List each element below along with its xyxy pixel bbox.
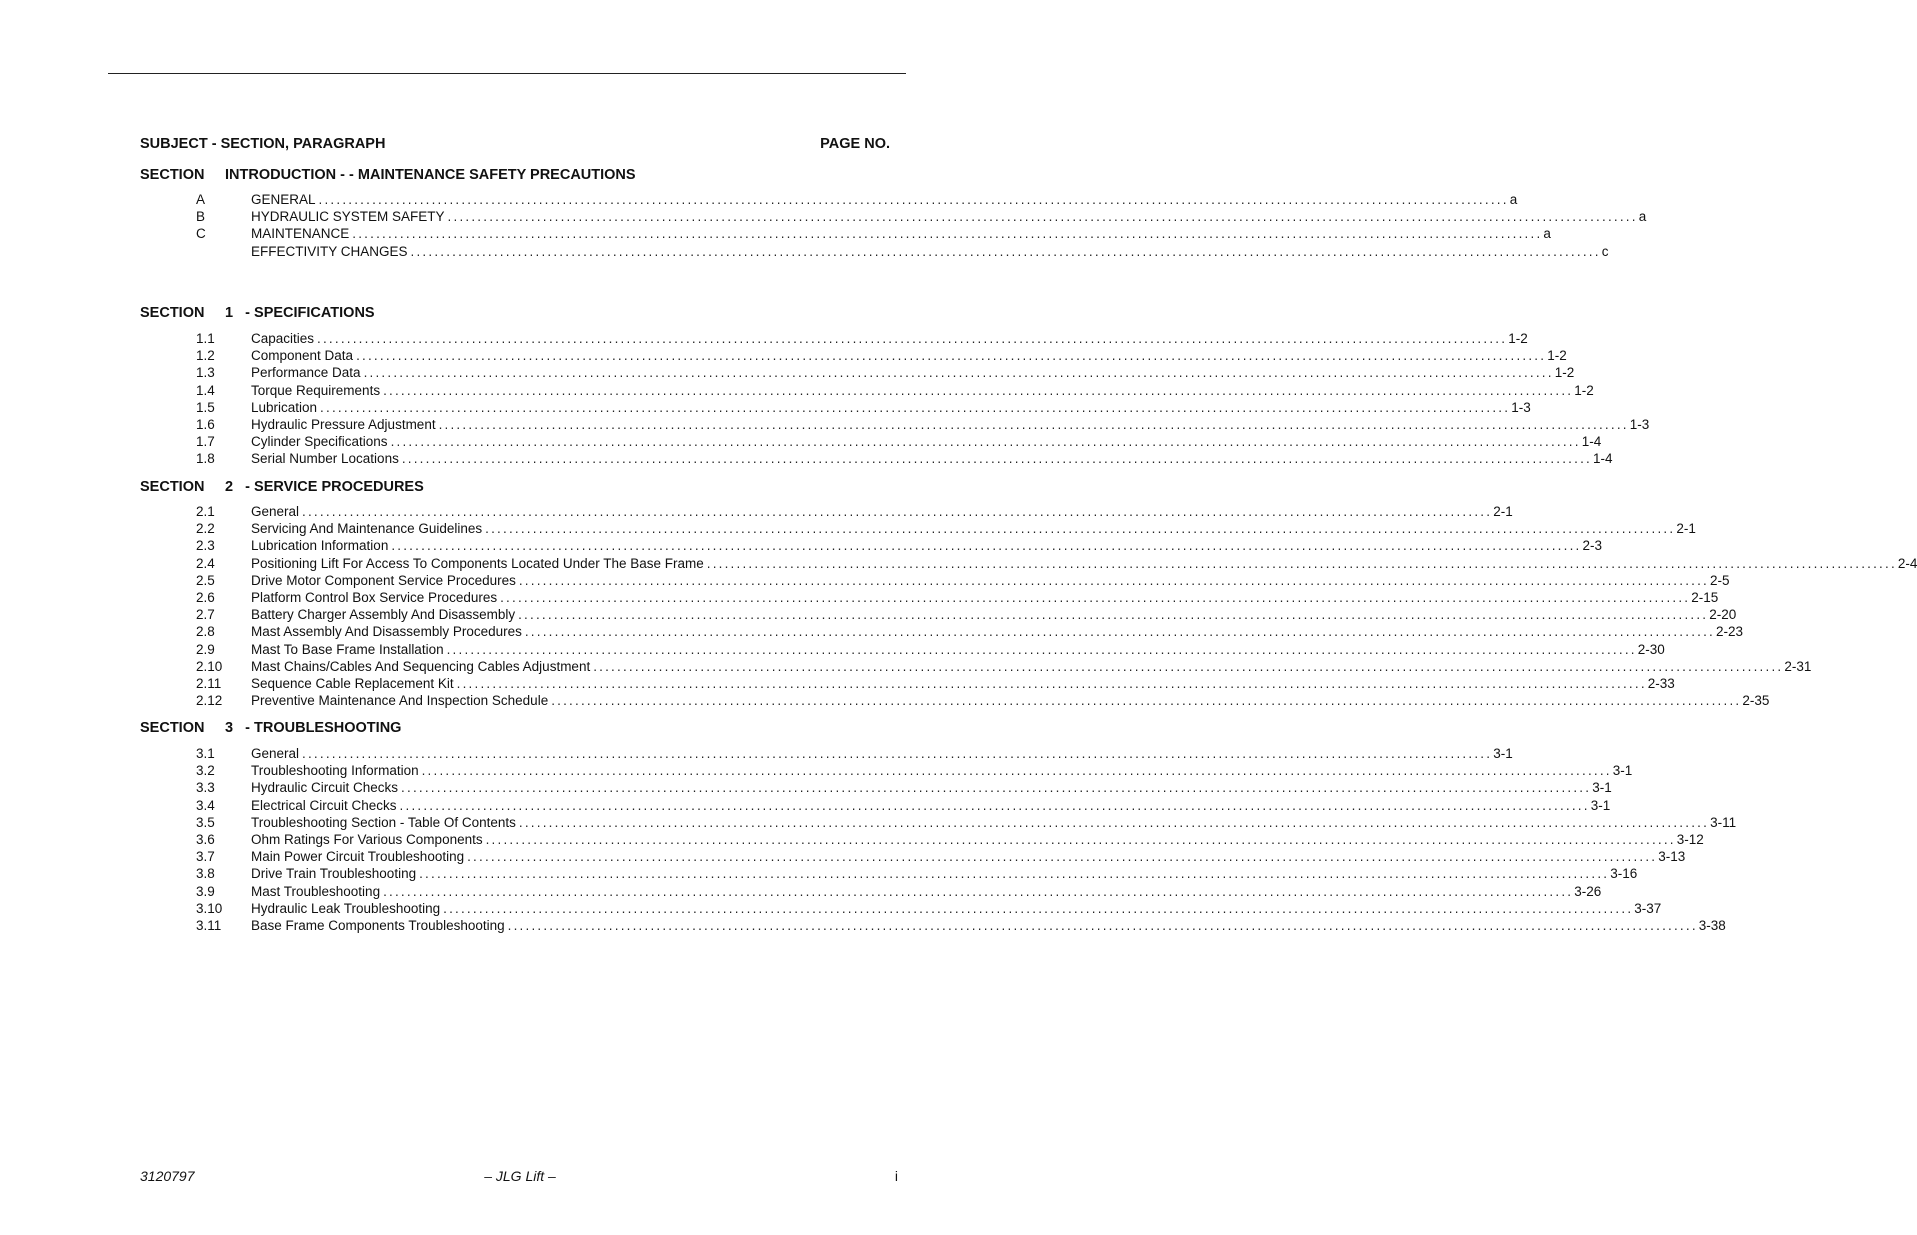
top-rule [108, 73, 906, 74]
section-word: SECTION [140, 305, 205, 321]
dot-leader: ........................................................................................................................................................................................................ [593, 658, 1784, 674]
toc-entry[interactable]: 1.8 Serial Number Locations ........................................................................................................................................................................................................ 1-4 [196, 451, 1613, 467]
dot-leader: ........................................................................................................................................................................................................ [485, 831, 1676, 847]
toc-entry[interactable]: 2.5 Drive Motor Component Service Procedures ........................................................................................................................................................................................................ 2-5 [196, 572, 1730, 588]
footer-center: – JLG Lift – [484, 1168, 556, 1184]
section-number: 3 [225, 720, 234, 736]
dot-leader: ........................................................................................................................................................................................................ [456, 675, 1647, 691]
dot-leader: ........................................................................................................................................................................................................ [391, 538, 1582, 554]
dot-leader: ........................................................................................................................................................................................................ [507, 917, 1698, 933]
section-number: 1 [225, 305, 234, 321]
section-title [140, 478, 880, 496]
dot-leader: ........................................................................................................................................................................................................ [318, 192, 1509, 207]
section-name: INTRODUCTION - - MAINTENANCE SAFETY PRECAUTIONS [225, 167, 636, 183]
page-footer [140, 1168, 900, 1186]
dot-leader: ........................................................................................................................................................................................................ [302, 504, 1493, 519]
page-number: i [894, 1168, 898, 1184]
toc-entry[interactable]: 1.4 Torque Requirements ........................................................................................................................................................................................................ 1-2 [196, 382, 1594, 398]
dot-leader: ........................................................................................................................................................................................................ [401, 451, 1592, 467]
dot-leader: ........................................................................................................................................................................................................ [447, 209, 1638, 225]
dot-leader: ........................................................................................................................................................................................................ [524, 624, 1716, 640]
toc-entry[interactable]: 2.3 Lubrication Information ........................................................................................................................................................................................................ 2-3 [196, 538, 1602, 554]
dot-leader: ........................................................................................................................................................................................................ [446, 641, 1637, 657]
toc-entry[interactable]: 3.7 Main Power Circuit Troubleshooting ........................................................................................................................................................................................................ 3-13 [196, 849, 1686, 865]
section-name: - SPECIFICATIONS [245, 305, 375, 321]
toc-entry[interactable]: 1.2 Component Data ........................................................................................................................................................................................................ 1-2 [196, 348, 1567, 364]
toc-section-1 [140, 304, 1650, 467]
toc-entry[interactable]: 2.6 Platform Control Box Service Procedures ........................................................................................................................................................................................................ 2-15 [196, 589, 1719, 605]
dot-leader: ........................................................................................................................................................................................................ [443, 900, 1634, 916]
section-title [140, 166, 880, 184]
dot-leader: ........................................................................................................................................................................................................ [399, 797, 1590, 813]
page-no-heading: PAGE NO. [820, 136, 890, 152]
dot-leader: ........................................................................................................................................................................................................ [320, 399, 1511, 415]
toc-entry[interactable]: 3.5 Troubleshooting Section - Table Of Contents ........................................................................................................................................................................................................ 3-11 [196, 814, 1737, 830]
toc-entries [196, 503, 1917, 709]
toc-entry[interactable]: 1.1 Capacities ........................................................................................................................................................................................................ 1-2 [196, 331, 1528, 346]
subject-heading: SUBJECT - SECTION, PARAGRAPH [140, 136, 386, 152]
toc-entry[interactable]: 3.11 Base Frame Components Troubleshooting ........................................................................................................................................................................................................ 3-38 [196, 917, 1726, 933]
doc-number: 3120797 [140, 1168, 195, 1184]
toc-entry[interactable]: 3.8 Drive Train Troubleshooting ........................................................................................................................................................................................................ 3-16 [196, 866, 1638, 882]
dot-leader: ........................................................................................................................................................................................................ [401, 780, 1592, 796]
section-word: SECTION [140, 479, 205, 495]
toc-entry[interactable]: B HYDRAULIC SYSTEM SAFETY ........................................................................................................................................................................................................ a [196, 209, 1647, 225]
dot-leader: ........................................................................................................................................................................................................ [390, 434, 1581, 450]
toc-entry[interactable]: 2.10 Mast Chains/Cables And Sequencing Cables Adjustment ........................................................................................................................................................................................................ 2-31 [196, 658, 1812, 674]
toc-entry[interactable]: 2.9 Mast To Base Frame Installation ........................................................................................................................................................................................................ 2-30 [196, 641, 1665, 657]
toc-entry[interactable]: 2.11 Sequence Cable Replacement Kit ........................................................................................................................................................................................................ 2-33 [196, 675, 1675, 691]
toc-entry[interactable]: 2.1 General ........................................................................................................................................................................................................ 2-1 [196, 504, 1513, 519]
toc-entry[interactable]: 3.10 Hydraulic Leak Troubleshooting ........................................................................................................................................................................................................ 3-37 [196, 900, 1662, 916]
toc-entries [196, 330, 1650, 468]
dot-leader: ........................................................................................................................................................................................................ [518, 572, 1710, 588]
toc-entry[interactable]: C MAINTENANCE ........................................................................................................................................................................................................ a [196, 226, 1551, 242]
dot-leader: ........................................................................................................................................................................................................ [410, 243, 1601, 259]
toc-entry[interactable]: 1.6 Hydraulic Pressure Adjustment ........................................................................................................................................................................................................ 1-3 [196, 416, 1650, 432]
toc-section-2 [140, 478, 1917, 709]
toc-entry[interactable]: EFFECTIVITY CHANGES ........................................................................................................................................................................................................ c [251, 243, 1609, 259]
toc-entries [196, 191, 1647, 260]
dot-leader: ........................................................................................................................................................................................................ [551, 693, 1742, 709]
dot-leader: ........................................................................................................................................................................................................ [356, 348, 1547, 364]
section-title [140, 304, 880, 322]
toc-entry[interactable]: 1.3 Performance Data ........................................................................................................................................................................................................ 1-2 [196, 365, 1575, 381]
toc-entry[interactable]: 3.9 Mast Troubleshooting ........................................................................................................................................................................................................ 3-26 [196, 883, 1602, 899]
section-name: - TROUBLESHOOTING [245, 720, 402, 736]
toc-entries [196, 745, 1737, 934]
toc-entry[interactable]: 2.12 Preventive Maintenance And Inspection Schedule ........................................................................................................................................................................................................ 2-35 [196, 693, 1770, 709]
toc-entry[interactable]: 2.4 Positioning Lift For Access To Components Located Under The Base Frame ........................................................................................................................................................................................................ 2-4 [196, 555, 1917, 571]
dot-leader: ........................................................................................................................................................................................................ [352, 226, 1543, 242]
section-word: SECTION [140, 167, 205, 183]
dot-leader: ........................................................................................................................................................................................................ [383, 382, 1574, 398]
section-number: 2 [225, 479, 234, 495]
toc-entry[interactable]: 2.8 Mast Assembly And Disassembly Procedures ........................................................................................................................................................................................................ 2-23 [196, 624, 1744, 640]
toc-entry[interactable]: 3.3 Hydraulic Circuit Checks ........................................................................................................................................................................................................ 3-1 [196, 780, 1612, 796]
dot-leader: ........................................................................................................................................................................................................ [302, 746, 1493, 761]
toc-entry[interactable]: 2.2 Servicing And Maintenance Guidelines ........................................................................................................................................................................................................ 2-1 [196, 521, 1696, 537]
toc-entry[interactable]: 1.7 Cylinder Specifications ........................................................................................................................................................................................................ 1-4 [196, 434, 1602, 450]
toc-entry[interactable]: 3.1 General ........................................................................................................................................................................................................ 3-1 [196, 746, 1513, 761]
dot-leader: ........................................................................................................................................................................................................ [518, 814, 1710, 830]
dot-leader: ........................................................................................................................................................................................................ [467, 849, 1658, 865]
dot-leader: ........................................................................................................................................................................................................ [421, 763, 1612, 779]
toc-section-introduction [140, 166, 1647, 259]
dot-leader: ........................................................................................................................................................................................................ [383, 883, 1574, 899]
toc-entry[interactable]: 1.5 Lubrication ........................................................................................................................................................................................................ 1-3 [196, 399, 1531, 415]
toc-entry[interactable]: 3.4 Electrical Circuit Checks ........................................................................................................................................................................................................ 3-1 [196, 797, 1611, 813]
toc-header [140, 136, 890, 154]
dot-leader: ........................................................................................................................................................................................................ [438, 416, 1629, 432]
dot-leader: ........................................................................................................................................................................................................ [363, 365, 1554, 381]
toc-entry[interactable]: 3.2 Troubleshooting Information ........................................................................................................................................................................................................ 3-1 [196, 763, 1633, 779]
dot-leader: ........................................................................................................................................................................................................ [485, 521, 1676, 537]
dot-leader: ........................................................................................................................................................................................................ [518, 607, 1709, 623]
toc-entry[interactable]: 2.7 Battery Charger Assembly And Disassembly ........................................................................................................................................................................................................ 2-20 [196, 607, 1737, 623]
section-title [140, 719, 880, 737]
toc-section-3 [140, 719, 1737, 933]
section-word: SECTION [140, 720, 205, 736]
toc-entry[interactable]: A GENERAL ........................................................................................................................................................................................................ a [196, 192, 1518, 207]
section-name: - SERVICE PROCEDURES [245, 479, 424, 495]
dot-leader: ........................................................................................................................................................................................................ [706, 555, 1897, 571]
dot-leader: ........................................................................................................................................................................................................ [419, 866, 1610, 882]
toc-entry[interactable]: 3.6 Ohm Ratings For Various Components ........................................................................................................................................................................................................ 3-12 [196, 831, 1704, 847]
dot-leader: ........................................................................................................................................................................................................ [317, 331, 1508, 346]
dot-leader: ........................................................................................................................................................................................................ [500, 589, 1691, 605]
